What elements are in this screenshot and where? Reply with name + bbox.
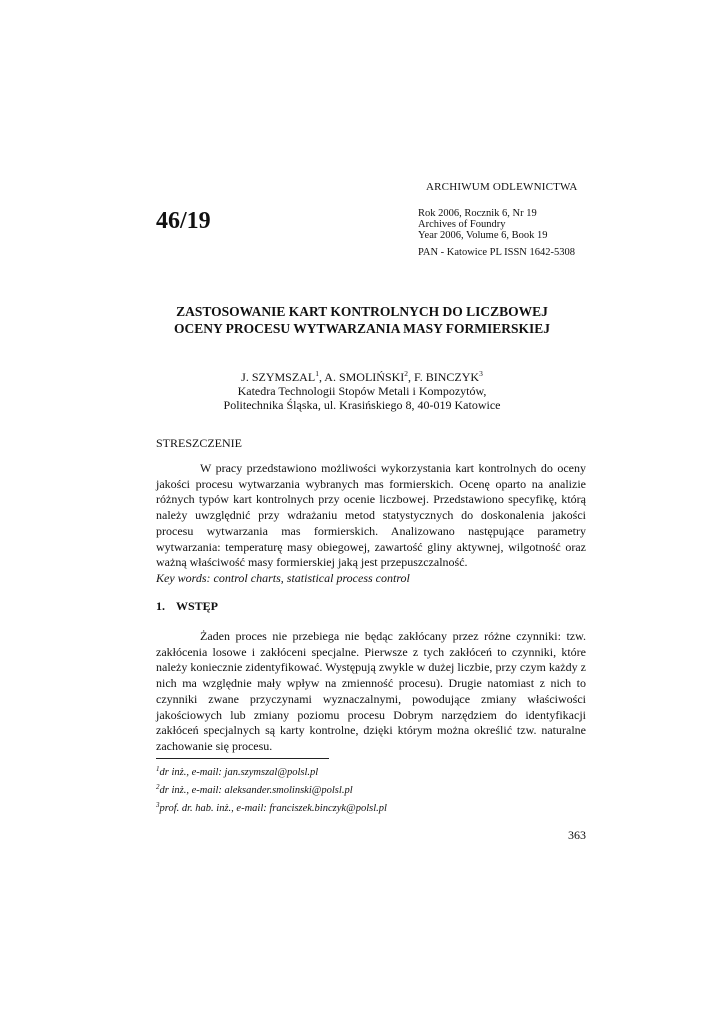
footnote-divider: [156, 758, 329, 759]
journal-info-line: Archives of Foundry: [418, 219, 506, 231]
paper-title: [140, 303, 584, 337]
paper-title-line: OCENY PROCESU WYTWARZANIA MASY FORMIERSKIEJ: [173, 321, 551, 336]
footnote-mark: 3: [156, 801, 160, 809]
section-body-text: Żaden proces nie przebiega nie będąc zakłócany przez różne czynniki: tzw. zakłócenia losowe i zakłóceni specjalne. Pierwsze z tych zakłóceń to czynniki, które należy koniecznie zidentyfikować. Występują zwykle w dużej liczbie, przy czym każdy z nich ma względnie mały wpływ na zmienność procesu). Drugie natomiast z nich to czynniki zwane przyczynami wyznaczalnymi, powodujące zmiany właściwości jakościowych lub zmiany poziomu procesu Dobrym narzędziem do identyfikacji zakłóceń specjalnych są karty kontrolne, dzięki którym można określić tzw. naturalne zachowanie się procesu.: [156, 629, 586, 753]
section-title: WSTĘP: [176, 599, 219, 613]
footnote: [156, 762, 387, 780]
section-number: 1.: [156, 599, 165, 613]
footnote-text: dr inż., e-mail: aleksander.smolinski@polsl.pl: [159, 785, 353, 796]
footnote-mark: 1: [156, 765, 160, 773]
footnote: [156, 780, 387, 798]
paper-title-line: ZASTOSOWANIE KART KONTROLNYCH DO LICZBOWEJ: [176, 304, 548, 319]
footnotes: [156, 762, 387, 816]
footnote-mark: 2: [156, 783, 160, 791]
authors-block: [140, 367, 584, 412]
journal-info-block: [418, 208, 575, 258]
affiliation-line: Katedra Technologii Stopów Metali i Kompozytów,: [237, 384, 487, 398]
keywords: Key words: control charts, statistical process control: [156, 571, 410, 585]
abstract-heading: STRESZCZENIE: [156, 436, 242, 450]
author-name: , F. BINCZYK: [408, 370, 480, 384]
footnote: [156, 798, 387, 816]
abstract-text: W pracy przedstawiono możliwości wykorzystania kart kontrolnych do oceny jakości procesu wytwarzania wybranych mas formierskich. Ocenę oparto na analizie różnych typów kart kontrolnych przy ocenie liczbowej. Przedstawiono specyfikę, którą należy uwzględnić przy wdrażaniu metod statystycznych do doskonalenia jakości procesu wytwarzania mas formierskich. Analizowano następujące parametry wytwarzania: temperaturę masy obiegowej, zawartość gliny aktywnej, wilgotność oraz ważną właściwość masy formierskiej jaką jest przepuszczalność.: [156, 461, 586, 570]
journal-name: ARCHIWUM ODLEWNICTWA: [426, 181, 578, 193]
author-name: J. SZYMSZAL: [241, 370, 316, 384]
journal-issn: PAN - Katowice PL ISSN 1642-5308: [418, 246, 576, 258]
page-number: 363: [568, 828, 586, 842]
footnote-mark: 3: [479, 369, 483, 378]
section-heading: [156, 599, 218, 614]
author-list: [140, 367, 584, 384]
affiliation-line: Politechnika Śląska, ul. Krasińskiego 8, 40-019 Katowice: [223, 398, 501, 412]
journal-info-line: Rok 2006, Rocznik 6, Nr 19: [418, 208, 537, 219]
footnote-mark: 1: [315, 369, 319, 378]
footnote-mark: 2: [404, 369, 409, 378]
author-name: , A. SMOLIŃSKI: [318, 370, 405, 384]
paper-number: 46/19: [156, 208, 211, 234]
footnote-text: dr inż., e-mail: jan.szymszal@polsl.pl: [159, 767, 319, 778]
journal-info-line: Year 2006, Volume 6, Book 19: [418, 230, 548, 242]
footnote-text: prof. dr. hab. inż., e-mail: franciszek.binczyk@polsl.pl: [159, 803, 387, 814]
